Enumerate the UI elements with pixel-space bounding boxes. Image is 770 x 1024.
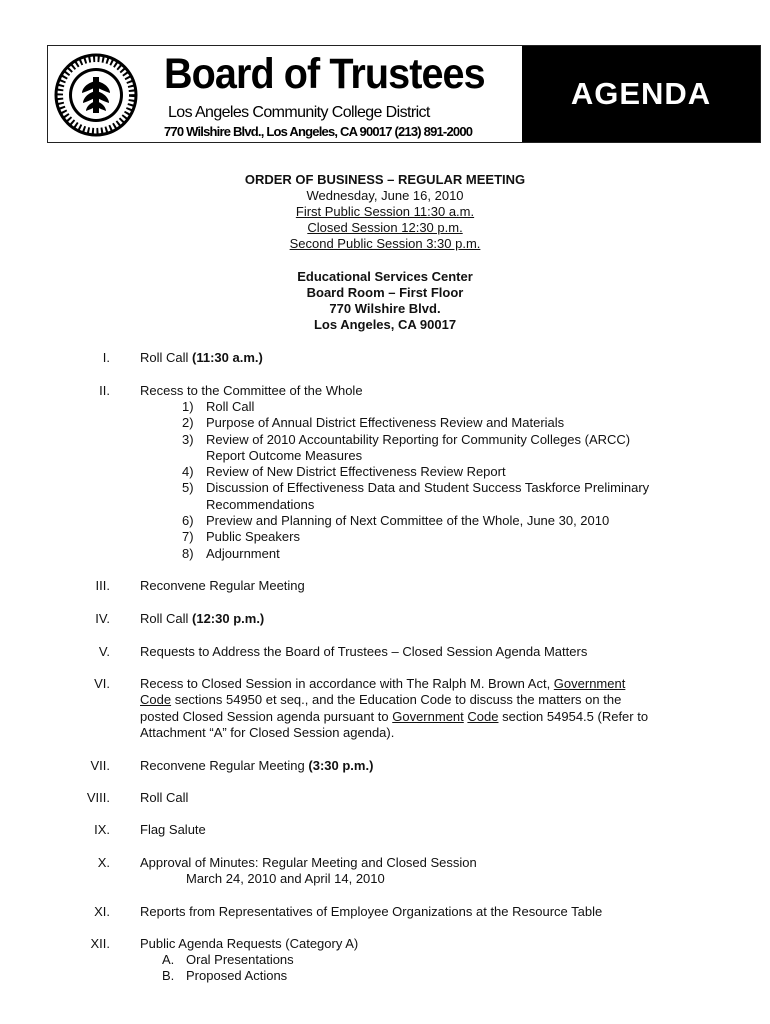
item-text: Roll Call [140,350,193,365]
sub-item-text: Review of New District Effectiveness Review Report [206,464,506,480]
item-text: Recess to Closed Session in accordance with The Ralph M. Brown Act, [140,676,554,691]
letterhead [47,45,761,143]
letterhead-left [48,46,522,142]
sub-item [182,399,687,415]
agenda-item [140,611,685,627]
item-number: IX. [94,822,110,837]
agenda-item: Requests to Address the Board of Trustees – Closed Session Agenda Matters [140,644,588,659]
item-number: V. [98,644,110,659]
sub-item [182,432,687,448]
sub-item-text: Preview and Planning of Next Committee of the Whole, June 30, 2010 [206,513,610,529]
sub-item-text: Recommendations [206,496,315,512]
sub-item [182,448,687,464]
agenda-item [140,676,685,741]
sub-item [182,529,687,545]
agenda-item: Roll Call [140,790,189,805]
government-code-ref: Code [467,708,499,724]
agenda-item [140,350,685,366]
sub-item-text: Public Speakers [206,529,300,545]
item-time: (12:30 p.m.) [192,611,265,626]
agenda-item: Flag Salute [140,822,206,837]
sub-item-number: 4) [182,464,194,480]
agenda-banner [522,46,760,142]
item-text: Roll Call [140,611,193,626]
item-number: VIII. [86,790,110,805]
sub-item-text: Review of 2010 Accountability Reporting for Community Colleges (ARCC) [206,431,631,447]
location-line: Educational Services Center [297,269,473,284]
item-number: II. [99,383,110,398]
item-number: VII. [90,758,110,773]
item-text: Attachment “A” for Closed Session agenda). [140,724,395,740]
government-code-ref: Government [553,676,626,691]
location-line: 770 Wilshire Blvd. [329,301,441,316]
sub-item-number: 7) [182,529,194,545]
sub-item-number: 5) [182,480,194,496]
location-line: Los Angeles, CA 90017 [313,317,457,332]
item-number: VI. [94,676,110,691]
second-public-session: Second Public Session 3:30 p.m. [289,236,481,251]
item-time: (11:30 a.m.) [192,350,263,365]
agenda-item: Approval of Minutes: Regular Meeting and Closed Session [140,855,477,870]
sub-item-number: 3) [182,431,194,447]
agenda-label: AGENDA [570,76,712,111]
item-time: (3:30 p.m.) [308,758,374,773]
sub-item-text: Oral Presentations [186,952,294,967]
meeting-info [0,172,770,252]
meeting-date: Wednesday, June 16, 2010 [306,188,464,203]
meeting-location [0,269,770,333]
order-of-business: ORDER OF BUSINESS – REGULAR MEETING [244,172,526,187]
item-text: Reconvene Regular Meeting [140,758,309,773]
item-number: XII. [90,936,110,951]
sub-item [182,415,687,431]
item-number: X. [97,855,110,870]
sub-item-number: 2) [182,415,194,431]
sub-item-number: 6) [182,513,194,529]
sub-item-text: Proposed Actions [186,968,288,984]
government-code-ref: Government [392,708,464,724]
sub-item-text: Report Outcome Measures [206,447,363,463]
district-name: Los Angeles Community College District [168,104,430,121]
district-seal-icon [54,53,138,137]
agenda-item [140,758,685,774]
first-public-session: First Public Session 11:30 a.m. [295,204,475,219]
sub-item-number: 8) [182,545,194,561]
sub-item-text: Adjournment [206,545,280,561]
sub-item [182,480,687,496]
sub-item [162,968,667,984]
item-number: I. [102,350,110,365]
sub-item-number: B. [162,968,175,984]
location-line: Board Room – First Floor [306,285,464,300]
sub-item-text: Purpose of Annual District Effectiveness Review and Materials [206,415,565,431]
district-address: 770 Wilshire Blvd., Los Angeles, CA 90017 (213) 891-2000 [164,124,473,139]
sub-item-number: A. [162,952,175,967]
agenda-item: Public Agenda Requests (Category A) [140,936,359,951]
item-number: IV. [95,611,110,626]
government-code-ref: Code [140,692,172,708]
sub-item-list [162,952,667,985]
item-text: posted Closed Session agenda pursuant to [140,708,393,724]
sub-item-text: Discussion of Effectiveness Data and Student Success Taskforce Preliminary [206,480,650,496]
agenda-item: Reports from Representatives of Employee Organizations at the Resource Table [140,904,603,919]
sub-item-list [182,399,687,562]
sub-item [182,464,687,480]
sub-item [182,513,687,529]
item-number: III. [95,578,110,593]
item-text: sections 54950 et seq., and the Education Code to discuss the matters on the [171,692,622,708]
item-text: section 54954.5 (Refer to [498,708,649,724]
sub-item [182,497,687,513]
sub-item [182,546,687,562]
closed-session-time: Closed Session 12:30 p.m. [307,220,463,235]
agenda-item: Recess to the Committee of the Whole [140,383,363,398]
minutes-dates: March 24, 2010 and April 14, 2010 [186,871,385,886]
agenda-item: Reconvene Regular Meeting [140,578,305,593]
sub-item-number: 1) [182,399,194,414]
board-title: Board of Trustees [164,50,485,98]
item-number: XI. [94,904,110,919]
sub-item [162,952,667,968]
sub-item-text: Roll Call [206,399,255,414]
